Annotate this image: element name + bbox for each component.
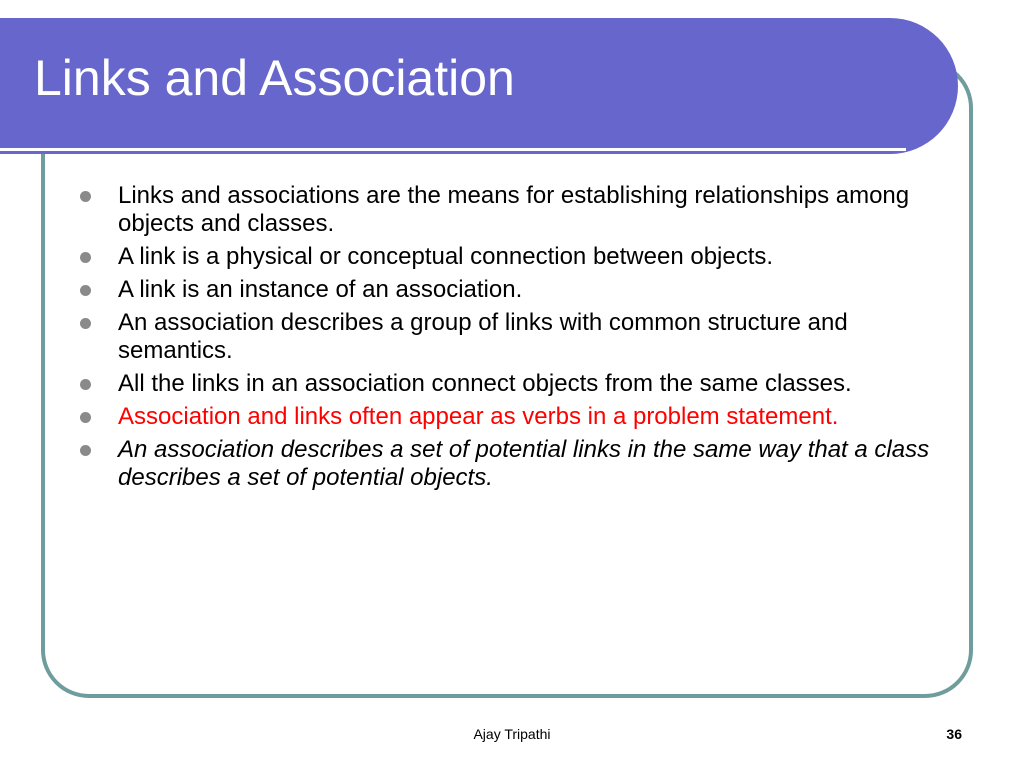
bullet-item-7-italic [80, 436, 940, 492]
bullet-text: Association and links often appear as verbs in a problem statement. [118, 403, 839, 430]
slide-title: Links and Association [34, 50, 515, 106]
bullet-item-5 [80, 370, 940, 398]
bullet-dot-icon [80, 379, 91, 390]
bullet-text: A link is a physical or conceptual connection between objects. [118, 243, 774, 270]
bullet-item-6-highlight [80, 403, 940, 431]
bullet-dot-icon [80, 285, 91, 296]
bullet-dot-icon [80, 252, 91, 263]
bullet-dot-icon [80, 191, 91, 202]
bullet-item-3 [80, 276, 940, 304]
title-underline [0, 148, 906, 151]
bullet-item-4 [80, 309, 940, 365]
footer-author: Ajay Tripathi [473, 726, 551, 742]
page-number: 36 [946, 726, 962, 742]
bullet-text: A link is an instance of an association. [118, 276, 523, 303]
bullet-text: All the links in an association connect objects from the same classes. [118, 370, 852, 397]
bullet-item-2 [80, 243, 940, 271]
bullet-text: An association describes a set of potential links in the same way that a class describes a set of potential objects. [118, 436, 930, 491]
bullet-dot-icon [80, 318, 91, 329]
bullet-list [80, 182, 940, 497]
bullet-text: Links and associations are the means for establishing relationships among objects and classes. [118, 182, 910, 237]
bullet-text: An association describes a group of links with common structure and semantics. [118, 309, 848, 364]
bullet-dot-icon [80, 445, 91, 456]
bullet-item-1 [80, 182, 940, 238]
bullet-dot-icon [80, 412, 91, 423]
